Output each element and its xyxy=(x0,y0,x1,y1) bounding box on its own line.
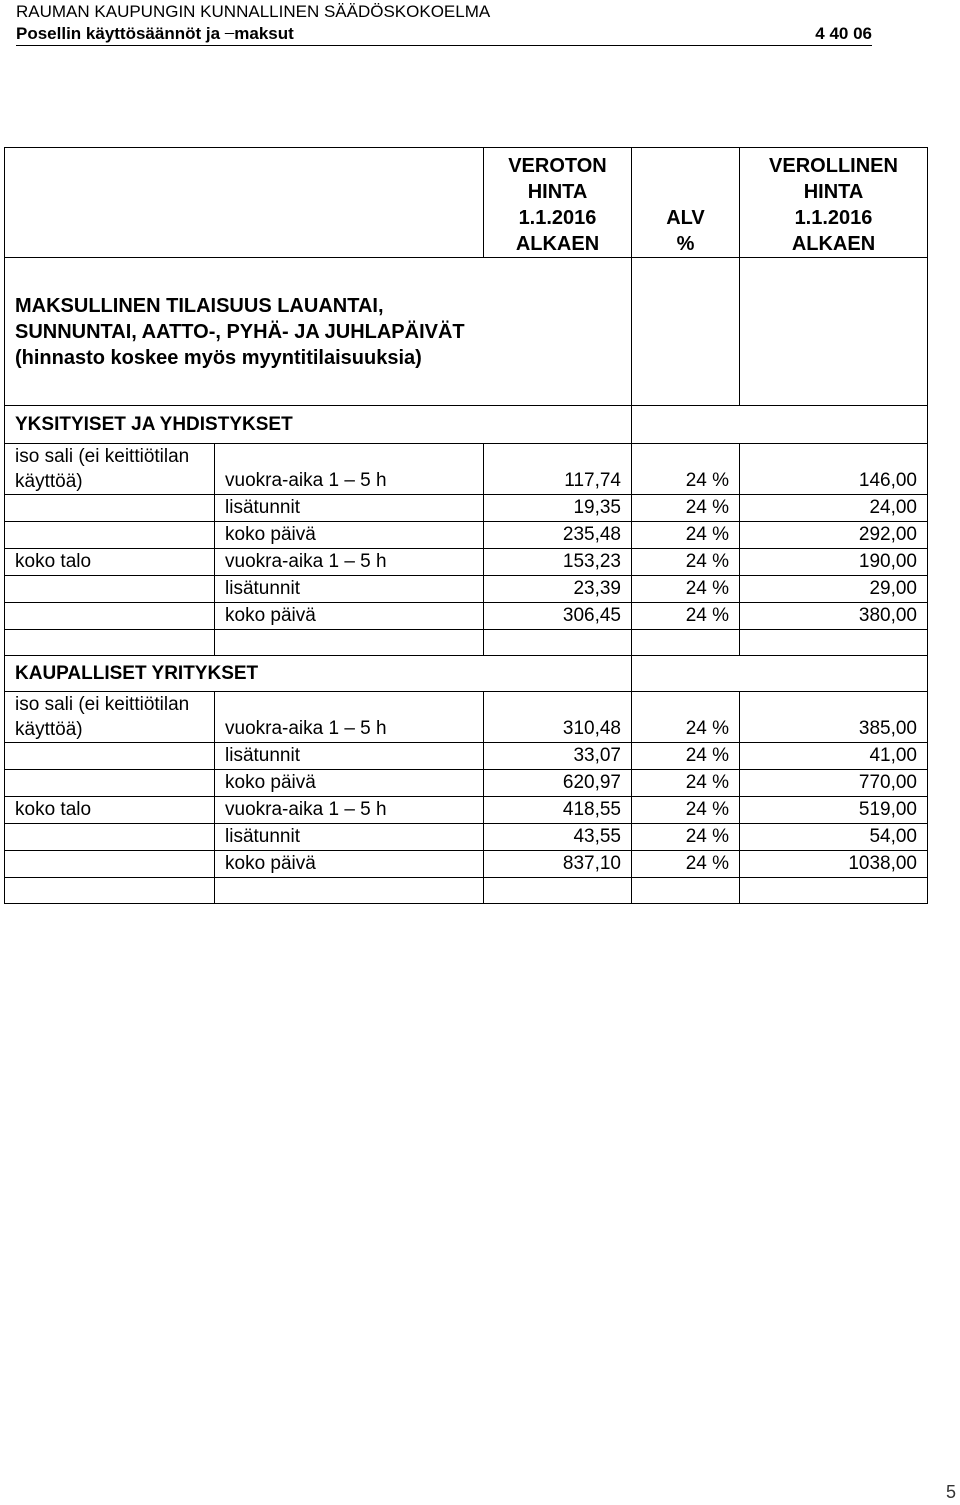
section-title-row xyxy=(5,258,928,406)
document-title-part2: maksut xyxy=(234,24,294,43)
space-cell xyxy=(5,743,215,770)
net-price-header xyxy=(484,148,632,258)
item-cell: vuokra-aika 1 – 5 h xyxy=(215,797,484,824)
gross-price-header-line: ALKAEN xyxy=(791,233,876,255)
column-header-row xyxy=(5,148,928,258)
space-cell: iso sali (ei keittiötilan käyttöä) xyxy=(5,444,215,495)
vat-cell: 24 % xyxy=(632,549,740,576)
vat-cell: 24 % xyxy=(632,797,740,824)
item-cell: koko päivä xyxy=(215,851,484,878)
fee-row xyxy=(5,576,928,603)
empty-cell xyxy=(740,878,928,904)
net-price-header-line: VEROTON xyxy=(508,155,607,177)
page-number: 5 xyxy=(945,1482,956,1502)
vat-cell: 24 % xyxy=(632,603,740,630)
empty-cell xyxy=(5,630,215,656)
empty-cell xyxy=(632,406,928,444)
municipal-code-header: RAUMAN KAUPUNGIN KUNNALLINEN SÄÄDÖSKOKOELMA xyxy=(16,2,491,21)
header-blank-cell xyxy=(5,148,484,258)
gross-price-header-line: 1.1.2016 xyxy=(794,207,873,229)
vat-cell: 24 % xyxy=(632,824,740,851)
vat-header xyxy=(632,148,740,258)
group-title-row xyxy=(5,406,928,444)
item-cell: lisätunnit xyxy=(215,495,484,522)
empty-cell xyxy=(5,878,215,904)
document-reference: 4 40 06 xyxy=(815,24,872,43)
fee-row xyxy=(5,824,928,851)
fee-row xyxy=(5,603,928,630)
vat-header-line: ALV xyxy=(666,207,705,229)
vat-cell: 24 % xyxy=(632,851,740,878)
item-cell: lisätunnit xyxy=(215,743,484,770)
gross-price-cell: 292,00 xyxy=(740,522,928,549)
fee-row xyxy=(5,797,928,824)
space-cell: iso sali (ei keittiötilan käyttöä) xyxy=(5,692,215,743)
net-price-cell: 19,35 xyxy=(484,495,632,522)
gross-price-cell: 146,00 xyxy=(740,444,928,495)
fee-row xyxy=(5,743,928,770)
gross-price-cell: 385,00 xyxy=(740,692,928,743)
strike-dash xyxy=(225,24,234,43)
spacer-row xyxy=(5,878,928,904)
space-cell xyxy=(5,851,215,878)
net-price-cell: 43,55 xyxy=(484,824,632,851)
document-title-part1: Posellin käyttösäännöt ja xyxy=(16,24,221,43)
section-title-cell xyxy=(5,258,632,406)
empty-cell xyxy=(632,878,740,904)
net-price-cell: 23,39 xyxy=(484,576,632,603)
vat-cell: 24 % xyxy=(632,743,740,770)
item-cell: vuokra-aika 1 – 5 h xyxy=(215,692,484,743)
space-cell: koko talo xyxy=(5,797,215,824)
vat-cell: 24 % xyxy=(632,522,740,549)
gross-price-header-line: VEROLLINEN xyxy=(769,155,898,177)
empty-cell xyxy=(215,630,484,656)
gross-price-cell: 29,00 xyxy=(740,576,928,603)
net-price-cell: 620,97 xyxy=(484,770,632,797)
item-cell: lisätunnit xyxy=(215,576,484,603)
empty-cell xyxy=(632,656,928,692)
item-cell: koko päivä xyxy=(215,770,484,797)
gross-price-cell: 519,00 xyxy=(740,797,928,824)
net-price-cell: 418,55 xyxy=(484,797,632,824)
section-title: MAKSULLINEN TILAISUUS LAUANTAI, SUNNUNTAI, AATTO-, PYHÄ- JA JUHLAPÄIVÄT (hinnasto koskee myös myyntitilaisuuksia) xyxy=(15,294,465,369)
item-cell: vuokra-aika 1 – 5 h xyxy=(215,549,484,576)
fee-row xyxy=(5,692,928,743)
net-price-cell: 117,74 xyxy=(484,444,632,495)
gross-price-cell: 380,00 xyxy=(740,603,928,630)
item-cell: vuokra-aika 1 – 5 h xyxy=(215,444,484,495)
net-price-cell: 837,10 xyxy=(484,851,632,878)
fee-table xyxy=(4,147,928,904)
fee-row xyxy=(5,522,928,549)
empty-cell xyxy=(632,258,740,406)
space-cell xyxy=(5,495,215,522)
group-title-row xyxy=(5,656,928,692)
net-price-cell: 306,45 xyxy=(484,603,632,630)
group-title: KAUPALLISET YRITYKSET xyxy=(5,656,632,692)
empty-cell xyxy=(484,878,632,904)
gross-price-cell: 1038,00 xyxy=(740,851,928,878)
fee-row xyxy=(5,549,928,576)
vat-cell: 24 % xyxy=(632,770,740,797)
vat-header-line: % xyxy=(676,233,695,255)
empty-cell xyxy=(740,258,928,406)
net-price-cell: 153,23 xyxy=(484,549,632,576)
fee-row xyxy=(5,444,928,495)
item-cell: koko päivä xyxy=(215,603,484,630)
space-cell xyxy=(5,824,215,851)
gross-price-cell: 54,00 xyxy=(740,824,928,851)
vat-cell: 24 % xyxy=(632,576,740,603)
empty-cell xyxy=(484,630,632,656)
net-price-cell: 235,48 xyxy=(484,522,632,549)
empty-cell xyxy=(632,630,740,656)
net-price-header-line: HINTA xyxy=(527,181,588,203)
net-price-cell: 33,07 xyxy=(484,743,632,770)
item-cell: lisätunnit xyxy=(215,824,484,851)
space-cell xyxy=(5,576,215,603)
gross-price-cell: 770,00 xyxy=(740,770,928,797)
empty-cell xyxy=(740,630,928,656)
fee-row xyxy=(5,770,928,797)
fee-row xyxy=(5,495,928,522)
fee-row xyxy=(5,851,928,878)
vat-cell: 24 % xyxy=(632,692,740,743)
net-price-header-line: ALKAEN xyxy=(515,233,600,255)
vat-cell: 24 % xyxy=(632,495,740,522)
space-cell xyxy=(5,770,215,797)
gross-price-cell: 24,00 xyxy=(740,495,928,522)
gross-price-header-line: HINTA xyxy=(803,181,864,203)
document-title xyxy=(16,24,872,46)
space-cell: koko talo xyxy=(5,549,215,576)
gross-price-header xyxy=(740,148,928,258)
spacer-row xyxy=(5,630,928,656)
net-price-header-line: 1.1.2016 xyxy=(518,207,597,229)
gross-price-cell: 41,00 xyxy=(740,743,928,770)
space-cell xyxy=(5,522,215,549)
item-cell: koko päivä xyxy=(215,522,484,549)
group-title: YKSITYISET JA YHDISTYKSET xyxy=(5,406,632,444)
vat-cell: 24 % xyxy=(632,444,740,495)
space-cell xyxy=(5,603,215,630)
net-price-cell: 310,48 xyxy=(484,692,632,743)
empty-cell xyxy=(215,878,484,904)
gross-price-cell: 190,00 xyxy=(740,549,928,576)
